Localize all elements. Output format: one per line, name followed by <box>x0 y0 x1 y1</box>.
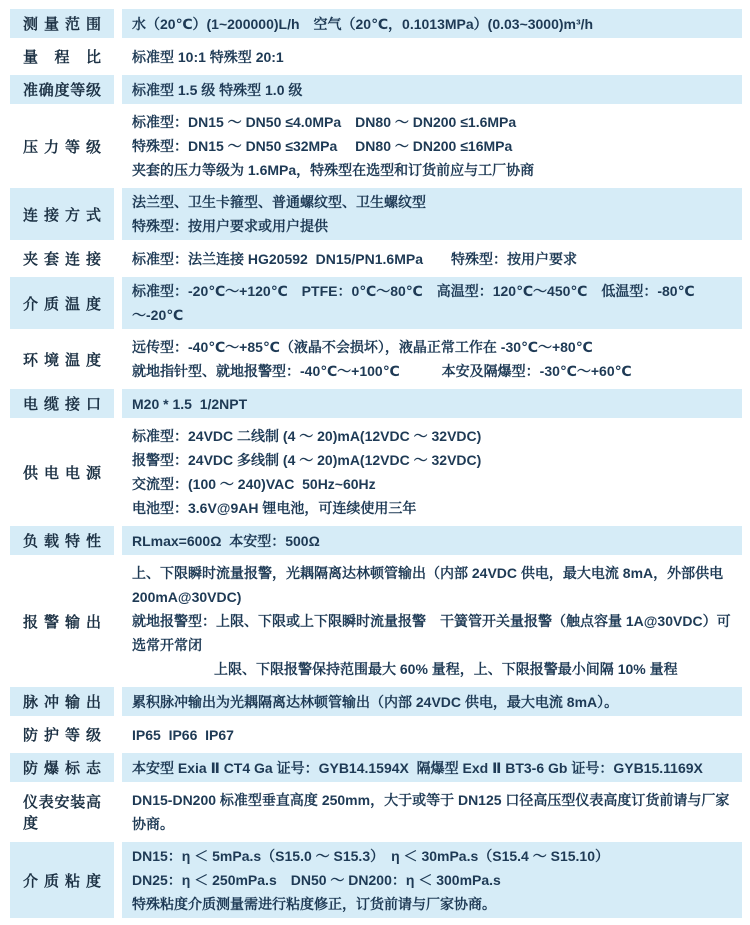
row-content <box>122 42 742 71</box>
spec-row-accuracy-class <box>10 75 742 104</box>
row-content <box>122 277 742 329</box>
row-label <box>10 786 114 838</box>
spec-row-connection-type <box>10 188 742 240</box>
spec-row-ingress-protection <box>10 720 742 749</box>
content-line: IP65 IP66 IP67 <box>132 726 234 743</box>
content-line: 特殊粘度介质测量需进行粘度修正，订货前请与厂家协商。 <box>132 896 496 912</box>
row-content <box>122 188 742 240</box>
row-label <box>10 277 114 329</box>
content-line: 标准型：-20℃～+120℃ PTFE：0℃～80℃ 高温型：120℃～450℃ 低温型：-80℃～-20℃ <box>132 283 695 323</box>
row-label-text: 仪表安装高度 <box>23 794 101 832</box>
row-label-text: 供电电源 <box>23 464 101 482</box>
content-line: 标准型：24VDC 二线制 (4 ～ 20)mA(12VDC ～ 32VDC) <box>132 428 482 444</box>
spec-row-ambient-temperature <box>10 333 742 385</box>
row-label-text: 环境温度 <box>23 351 101 369</box>
content-line: M20 * 1.5 1/2NPT <box>132 395 248 412</box>
row-content <box>122 422 742 522</box>
row-content <box>122 333 742 385</box>
spec-row-jacket-connection <box>10 244 742 273</box>
spec-row-measuring-range <box>10 9 742 38</box>
row-content <box>122 108 742 184</box>
row-content <box>122 687 742 716</box>
content-line: 累积脉冲输出为光耦隔离达林顿管输出（内部 24VDC 供电，最大电流 8mA）。 <box>132 693 619 710</box>
content-line: 标准型：法兰连接 HG20592 DN15/PN1.6MPa 特殊型：按用户要求 <box>132 250 577 267</box>
content-line: 上、下限瞬时流量报警，光耦隔离达林顿管输出（内部 24VDC 供电，最大电流 8mA，外部供电 200mA@30VDC) <box>132 565 728 605</box>
row-label-text: 介质粘度 <box>23 872 101 890</box>
row-label <box>10 559 114 683</box>
row-label <box>10 389 114 418</box>
spec-row-alarm-output <box>10 559 742 683</box>
content-line: 本安型 Exia Ⅱ CT4 Ga 证号：GYB14.1594X 隔爆型 Exd Ⅱ BT3-6 Gb 证号：GYB15.1169X <box>132 759 703 776</box>
row-label-text: 压力等级 <box>23 138 101 156</box>
content-line: DN15：η ＜ 5mPa.s（S15.0 ～ S15.3） η ＜ 30mPa.s（S15.4 ～ S15.10） <box>132 848 609 864</box>
content-line: 交流型：(100 ～ 240)VAC 50Hz~60Hz <box>132 476 376 492</box>
spec-row-cable-entry <box>10 389 742 418</box>
row-content <box>122 753 742 782</box>
row-content <box>122 9 742 38</box>
row-label-text: 连接方式 <box>23 206 101 224</box>
spec-row-pulse-output <box>10 687 742 716</box>
content-line: DN25：η ＜ 250mPa.s DN50 ～ DN200：η ＜ 300mPa.s <box>132 872 501 888</box>
spec-row-turndown-ratio <box>10 42 742 71</box>
content-line: 就地报警型：上限、下限或上下限瞬时流量报警 干簧管开关量报警（触点容量 1A@30VDC）可选常开常闭 <box>132 613 731 653</box>
row-label <box>10 687 114 716</box>
row-label-text: 夹套连接 <box>23 251 101 268</box>
row-label <box>10 720 114 749</box>
row-content <box>122 75 742 104</box>
content-line: 远传型：-40℃～+85℃（液晶不会损坏），液晶正常工作在 -30℃～+80℃ <box>132 339 593 355</box>
content-line: RLmax=600Ω 本安型：500Ω <box>132 532 320 549</box>
content-line: 就地指针型、就地报警型：-40℃～+100℃ 本安及隔爆型：-30℃～+60℃ <box>132 363 632 379</box>
row-label-text: 脉冲输出 <box>23 694 101 711</box>
row-label <box>10 526 114 555</box>
row-label-text: 负载特性 <box>23 533 101 550</box>
row-content <box>122 842 742 918</box>
row-content <box>122 389 742 418</box>
row-label-text: 介质温度 <box>23 295 101 313</box>
row-label-text: 准确度等级 <box>23 82 101 99</box>
spec-row-medium-viscosity <box>10 842 742 918</box>
content-line: 报警型：24VDC 多线制 (4 ～ 20)mA(12VDC ～ 32VDC) <box>132 452 482 468</box>
row-label <box>10 753 114 782</box>
content-line: 特殊型：DN15 ～ DN50 ≤32MPa DN80 ～ DN200 ≤16MPa <box>132 138 513 154</box>
row-label <box>10 422 114 522</box>
spec-row-power-supply <box>10 422 742 522</box>
row-label <box>10 108 114 184</box>
spec-row-pressure-rating <box>10 108 742 184</box>
content-line: 标准型：DN15 ～ DN50 ≤4.0MPa DN80 ～ DN200 ≤1.6MPa <box>132 114 517 130</box>
content-line: DN15-DN200 标准型垂直高度 250mm，大于或等于 DN125 口径高压型仪表高度订货前请与厂家协商。 <box>132 792 730 832</box>
spec-row-explosion-proof-marking <box>10 753 742 782</box>
spec-row-medium-temperature <box>10 277 742 329</box>
content-line: 水（20℃）(1~200000)L/h 空气（20℃，0.1013MPa）(0.03~3000)m³/h <box>132 15 594 32</box>
row-label-text: 防护等级 <box>23 727 101 744</box>
row-label-text: 报警输出 <box>23 613 101 631</box>
row-label <box>10 244 114 273</box>
row-label <box>10 42 114 71</box>
row-label-text: 量程比 <box>23 49 101 66</box>
spec-row-installation-height <box>10 786 742 838</box>
row-content <box>122 720 742 749</box>
content-line: 法兰型、卫生卡箍型、普通螺纹型、卫生螺纹型 <box>132 194 426 210</box>
content-line: 标准型 1.5 级 特殊型 1.0 级 <box>132 81 303 98</box>
content-line: 特殊型：按用户要求或用户提供 <box>132 218 328 234</box>
row-label <box>10 842 114 918</box>
content-line: 上限、下限报警保持范围最大 60% 量程，上、下限报警最小间隔 10% 量程 <box>214 661 678 677</box>
row-label-text: 测量范围 <box>23 16 101 33</box>
row-label <box>10 75 114 104</box>
row-content <box>122 786 742 838</box>
row-content <box>122 244 742 273</box>
row-label-text: 电缆接口 <box>23 396 101 413</box>
row-label <box>10 333 114 385</box>
row-label <box>10 188 114 240</box>
content-line: 标准型 10:1 特殊型 20:1 <box>132 48 284 65</box>
row-content <box>122 559 742 683</box>
row-label <box>10 9 114 38</box>
row-label-text: 防爆标志 <box>23 760 101 777</box>
spec-row-load-characteristics <box>10 526 742 555</box>
content-line: 夹套的压力等级为 1.6MPa，特殊型在选型和订货前应与工厂协商 <box>132 162 535 178</box>
content-line: 电池型：3.6V@9AH 锂电池，可连续使用三年 <box>132 500 417 516</box>
row-content <box>122 526 742 555</box>
